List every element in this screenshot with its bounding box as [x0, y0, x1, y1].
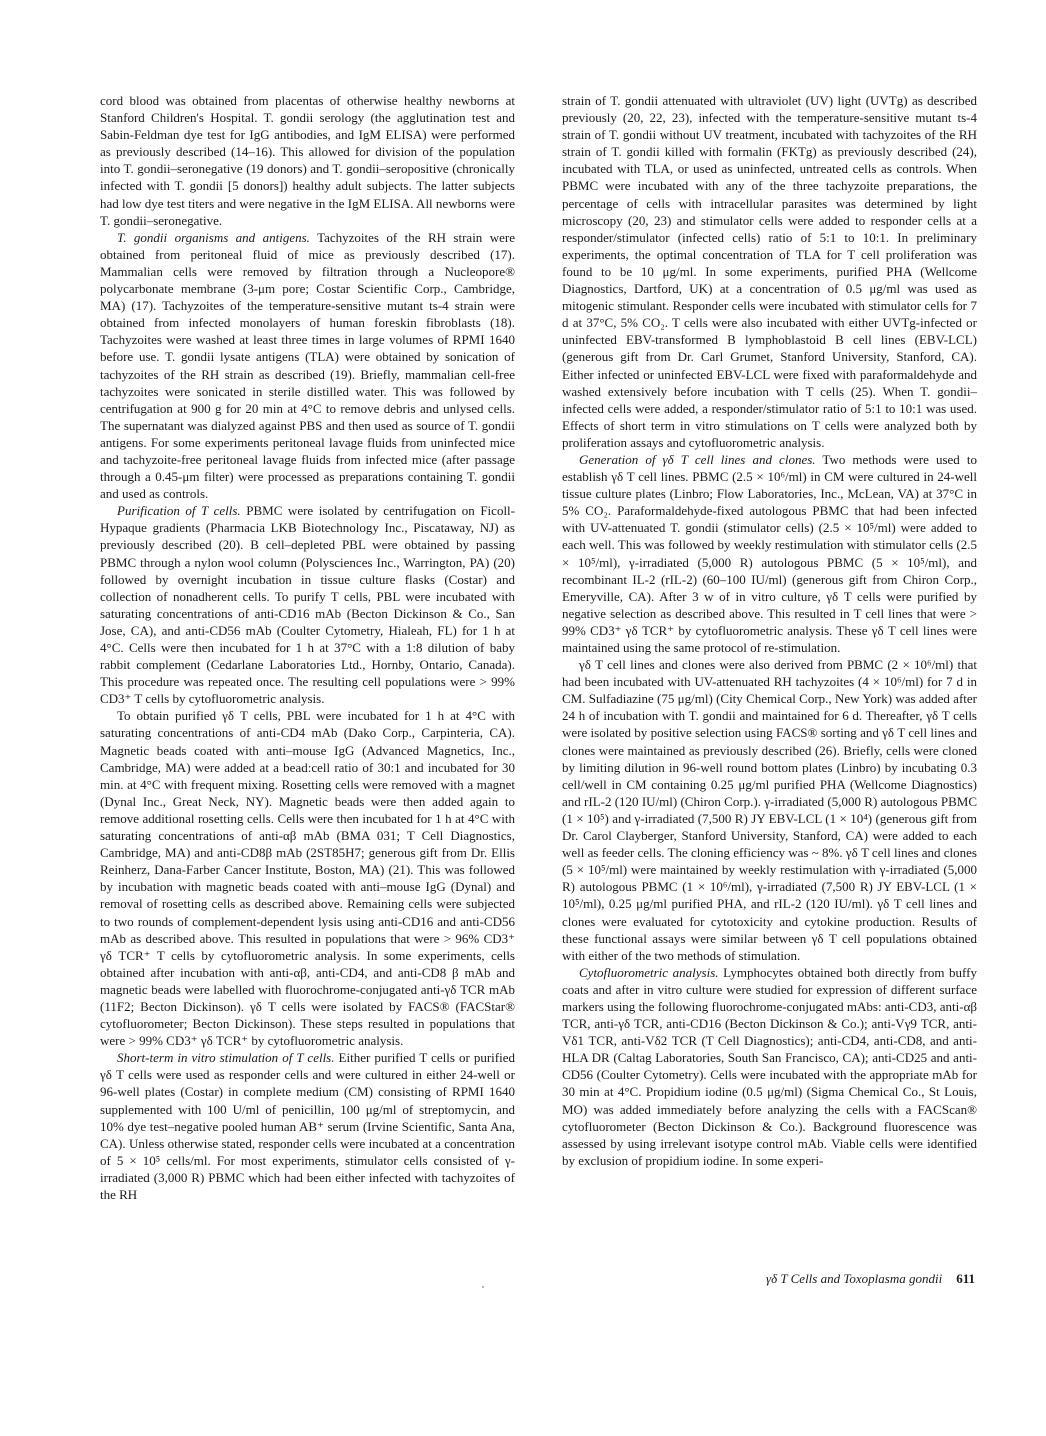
- left-column: [100, 92, 515, 1203]
- paragraph: [100, 502, 515, 707]
- section-heading: Cytofluorometric analysis.: [579, 964, 719, 980]
- paragraph: [100, 1049, 515, 1203]
- section-heading: Generation of γδ T cell lines and clones.: [579, 451, 816, 467]
- page-number: 611: [956, 1271, 975, 1286]
- running-head: γδ T Cells and Toxoplasma gondii: [765, 1271, 943, 1286]
- paragraph-body: PBMC were isolated by centrifugation on Ficoll-Hypaque gradients (Pharmacia LKB Biotechnology Inc., Piscataway, NJ) as previously described (20). B cell–depleted PBL were obtained by passing PBMC through a nylon wool column (Polysciences Inc., Warrington, PA) (20) followed by overnight incubation in tissue culture flasks (Costar) and collection of nonadherent cells. To purify T cells, PBL were incubated with saturating concentrations of anti-CD16 mAb (Becton Dickinson & Co., San Jose, CA), and anti-CD56 mAb (Coulter Cytometry, Hialeah, FL) for 1 h at 4°C. Cells were then incubated for 1 h at 37°C with a 1:8 dilution of baby rabbit complement (Cedarlane Laboratories Ltd., Hornby, Ontario, Canada). This procedure was repeated once. The resulting cell populations were > 99% CD3⁺ T cells by cytofluorometric analysis.: [100, 503, 515, 707]
- paragraph: [100, 229, 515, 503]
- section-heading: Short-term in vitro stimulation of T cells.: [117, 1050, 335, 1066]
- paragraph-body: Lymphocytes obtained both directly from buffy coats and after in vitro culture were studied for expression of different surface markers using the following fluorochrome-conjugated mAbs: anti-CD3, anti-αβ TCR, anti-γδ TCR, anti-CD16 (Becton Dickinson & Co.); anti-Vγ9 TCR, anti-Vδ1 TCR, anti-Vδ2 TCR (T Cell Diagnostics); anti-CD4, anti-CD8, and anti-HLA DR (Caltag Laboratories, South San Francisco, CA); anti-CD25 and anti-CD56 (Coulter Cytometry). Cells were incubated with the appropriate mAb for 30 min at 4°C. Propidium iodine (0.5 μg/ml) (Sigma Chemical Co., St Louis, MO) was added immediately before analyzing the cells with a FACScan® cytofluorometer (Becton Dickinson & Co.). Background fluorescence was assessed by using irrelevant isotype control mAb. Viable cells were identified by exclusion of propidium iodine. In some experi-: [562, 964, 977, 1168]
- section-heading: T. gondii organisms and antigens.: [117, 229, 310, 245]
- paragraph-body: Either purified T cells or purified γδ T cells were used as responder cells and were cultured in either 24-well or 96-well plates (Costar) in complete medium (CM) consisting of RPMI 1640 supplemented with 100 U/ml of penicillin, 100 μg/ml of streptomycin, and 10% dye test–negative pooled human AB⁺ serum (Irvine Scientific, Santa Ana, CA). Unless otherwise stated, responder cells were incubated at a concentration of 5 × 10⁵ cells/ml. For most experiments, stimulator cells consisted of γ-irradiated (3,000 R) PBMC which had been either infected with tachyzoites of the RH: [100, 1050, 515, 1202]
- paragraph: [562, 451, 977, 656]
- paragraph-body: Two methods were used to establish γδ T cell lines. PBMC (2.5 × 10⁶/ml) in CM were cultured in 24-well tissue culture plates (Linbro; Flow Laboratories, Inc., McLean, VA) at 37°C in 5% CO₂. Paraformaldehyde-fixed autologous PBMC that had been infected with UV-attenuated T. gondii (stimulator cells) (2.5 × 10⁵/ml) were added to each well. This was followed by weekly restimulation with stimulator cells (2.5 × 10⁵/ml), γ-irradiated (5,000 R) autologous PBMC (5 × 10⁵/ml), and recombinant IL-2 (rIL-2) (60–100 IU/ml) (generous gift from Chiron Corp., Emeryville, CA). After 3 w of in vitro culture, γδ T cells were purified by negative selection as described above. This resulted in T cell lines that were > 99% CD3⁺ γδ TCR⁺ by cytofluorometric analysis. These γδ T cell lines were maintained using the same protocol of re-stimulation.: [562, 451, 978, 655]
- paragraph: γδ T cell lines and clones were also derived from PBMC (2 × 10⁶/ml) that had been incubated with UV-attenuated RH tachyzoites (4 × 10⁶/ml) for 7 d in CM. Sulfadiazine (75 μg/ml) (City Chemical Corp., New York) was added after 24 h of incubation with T. gondii and maintained for 6 d. Thereafter, γδ T cells were isolated by positive selection using FACS® sorting and γδ T cell lines and clones were maintained as previously described (26). Briefly, cells were cloned by limiting dilution in 96-well round bottom plates (Linbro) by incubating 0.3 cell/well in CM containing 0.25 μg/ml purified PHA (Wellcome Diagnostics) and rIL-2 (120 IU/ml) (Chiron Corp.). γ-irradiated (5,000 R) autologous PBMC (1 × 10⁵) and γ-irradiated (7,500 R) JY EBV-LCL (1 × 10⁴) (generous gift from Dr. Carol Clayberger, Stanford University, Stanford, CA) were added to each well as feeder cells. The cloning efficiency was ~ 8%. γδ T cell lines and clones (5 × 10⁵/ml) were maintained by weekly restimulation with γ-irradiated (5,000 R) autologous PBMC (1 × 10⁶/ml), γ-irradiated (7,500 R) JY EBV-LCL (1 × 10⁵/ml), 0.25 μg/ml purified PHA, and rIL-2 (120 IU/ml). γδ T cell lines and clones were evaluated for cytotoxicity and cytokine production. Results of these functional assays were similar between γδ T cell populations obtained with either of the two methods of stimulation.: [562, 657, 977, 963]
- paragraph: strain of T. gondii attenuated with ultraviolet (UV) light (UVTg) as described previously (20, 22, 23), infected with the temperature-sensitive mutant ts-4 strain of T. gondii without UV treatment, incubated with tachyzoites of the RH strain of T. gondii killed with formalin (FKTg) as previously described (24), incubated with TLA, or used as uninfected, untreated cells as controls. When PBMC were incubated with any of the three tachyzoite preparations, the percentage of cells with intracellular parasites was determined by light microscopy (20, 23) and stimulator cells were added to responder cells at a responder/stimulator (infected cells) ratio of 5:1 to 10:1. In preliminary experiments, the optimal concentration of TLA for T cell proliferation was found to be 10 μg/ml. In some experiments, purified PHA (Wellcome Diagnostics, Dartford, UK) at a concentration of 0.5 μg/ml was used as mitogenic stimulant. Responder cells were incubated with stimulator cells for 7 d at 37°C, 5% CO₂. T cells were also incubated with either UVTg-infected or uninfected EBV-transformed B lymphoblastoid B cell lines (EBV-LCL) (generous gift from Dr. Carl Grumet, Stanford University, Stanford, CA). Either infected or uninfected EBV-LCL were fixed with paraformaldehyde and washed extensively before incubation with T cells (25). When T. gondii–infected cells were added, a responder/stimulator ratio of 5:1 to 10:1 was used. Effects of short term in vitro stimulations on T cells were analyzed both by proliferation assays and cytofluorometric analysis.: [562, 93, 977, 450]
- paragraph: To obtain purified γδ T cells, PBL were incubated for 1 h at 4°C with saturating concentrations of anti-CD4 mAb (Dako Corp., Carpinteria, CA). Magnetic beads coated with anti–mouse IgG (Advanced Magnetics, Inc., Cambridge, MA) were added at a bead:cell ratio of 30:1 and incubated for 30 min. at 4°C with frequent mixing. Rosetting cells were removed with a magnet (Dynal Inc., Great Neck, NY). Magnetic beads were then added again to remove additional rosetting cells. Cells were then incubated for 1 h at 4°C with saturating concentrations of anti-αβ mAb (BMA 031; T Cell Diagnostics, Cambridge, MA) and anti-CD8β mAb (2ST85H7; generous gift from Dr. Ellis Reinherz, Dana-Farber Cancer Institute, Boston, MA) (21). This was followed by incubation with magnetic beads coated with anti–mouse IgG (Dynal) and removal of rosetting cells as described above. Remaining cells were subjected to two rounds of complement-dependent lysis using anti-CD16 and anti-CD56 mAb as described above. This resulted in populations that were > 96% CD3⁺ γδ TCR⁺ T cells by cytofluorometric analysis. In some experiments, cells obtained after incubation with anti-αβ, anti-CD4, and anti-CD8 β mAb and magnetic beads were labelled with fluorochrome-conjugated anti-γδ TCR mAb (11F2; Becton Dickinson). γδ T cells were isolated by FACS® (FACStar® cytofluorometer; Becton Dickinson). These steps resulted in populations that were > 99% CD3⁺ γδ TCR⁺ by cytofluorometric analysis.: [100, 708, 515, 1049]
- paragraph: [562, 964, 977, 1169]
- paragraph-body: Tachyzoites of the RH strain were obtained from peritoneal fluid of mice as previously described (17). Mammalian cells were removed by filtration through a Nucleopore® polycarbonate membrane (3-μm pore; Costar Scientific Corp., Cambridge, MA) (17). Tachyzoites of the temperature-sensitive mutant ts-4 strain were obtained from infected monolayers of human foreskin fibroblasts (18). Tachyzoites were washed at least three times in large volumes of RPMI 1640 before use. T. gondii lysate antigens (TLA) were obtained by sonication of tachyzoites of the RH strain as described (19). Briefly, mammalian cell-free tachyzoites were sonicated in sterile distilled water. This was followed by centrifugation at 900 g for 20 min at 4°C to remove debris and unlysed cells. The supernatant was dialyzed against PBS and then used as source of T. gondii antigens. For some experiments peritoneal lavage fluids from uninfected mice and tachyzoite-free peritoneal lavage fluids from infected mice (after passage through a 0.45-μm filter) were processed as preparations containing T. gondii and used as controls.: [100, 229, 515, 502]
- print-artifact-dot: [482, 1286, 484, 1288]
- paragraph: cord blood was obtained from placentas of otherwise healthy newborns at Stanford Children's Hospital. T. gondii serology (the agglutination test and Sabin-Feldman dye test for IgG antibodies, and IgM ELISA) were performed as previously described (14–16). This allowed for division of the population into T. gondii–seronegative (19 donors) and T. gondii–seropositive (chronically infected with T. gondii [5 donors]) healthy adult subjects. The latter subjects had low dye test titers and were negative in the IgM ELISA. All newborns were T. gondii–seronegative.: [100, 93, 515, 228]
- right-column: [562, 92, 977, 1169]
- section-heading: Purification of T cells.: [117, 503, 241, 519]
- page-footer: [620, 1271, 975, 1287]
